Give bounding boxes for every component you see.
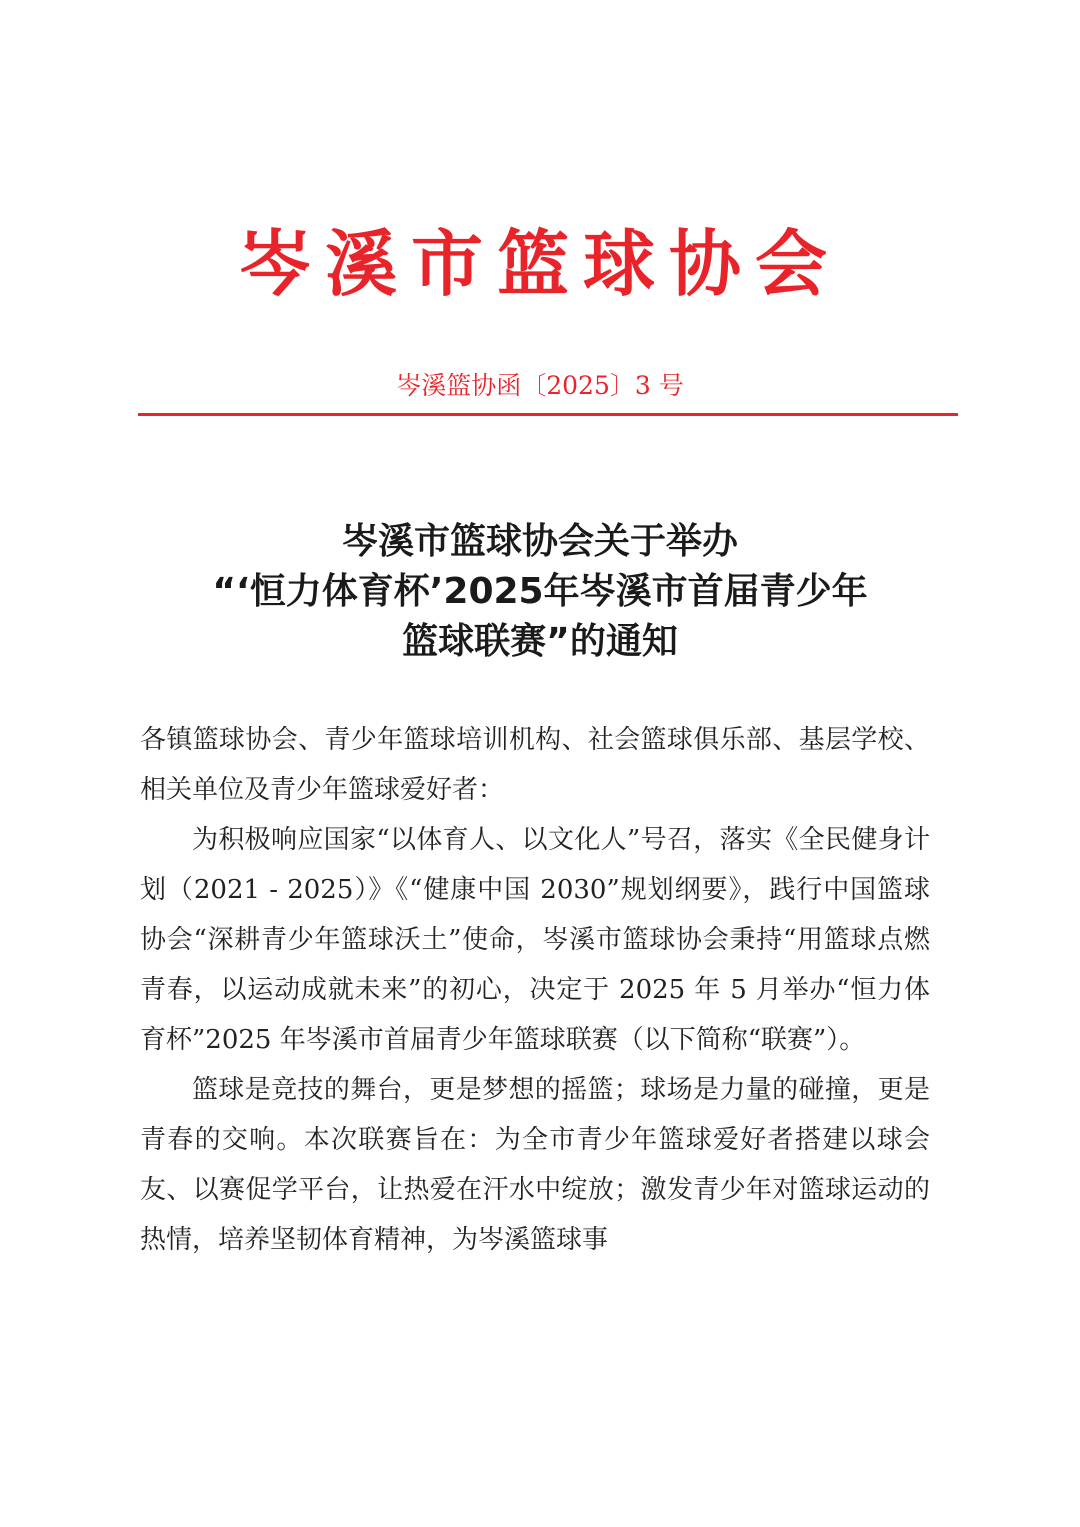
title-line-1: 岑溪市篮球协会关于举办 xyxy=(341,521,738,562)
document-title xyxy=(120,517,960,667)
document-body xyxy=(140,715,930,1265)
addressee-paragraph: 各镇篮球协会、青少年篮球培训机构、社会篮球俱乐部、基层学校、相关单位及青少年篮球爱好者： xyxy=(140,725,930,805)
issuing-organization-header: 岑溪市篮球协会 xyxy=(238,221,841,306)
body-paragraph-1: 为积极响应国家“以体育人、以文化人”号召，落实《全民健身计划（2021 - 2025）》《“健康中国 2030”规划纲要》，践行中国篮球协会“深耕青少年篮球沃土”使命，岑溪市篮球协会秉持“用篮球点燃青春，以运动成就未来”的初心，决定于 2025 年 5 月举办“恒力体育杯”2025 年岑溪市首届青少年篮球联赛（以下简称“联赛”）。 xyxy=(140,825,930,1055)
title-line-2: “‘恒力体育杯’2025年岑溪市首届青少年 xyxy=(212,571,868,612)
document-number: 岑溪篮协函〔2025〕3 号 xyxy=(396,371,684,400)
body-paragraph-2: 篮球是竞技的舞台，更是梦想的摇篮；球场是力量的碰撞，更是青春的交响。本次联赛旨在：为全市青少年篮球爱好者搭建以球会友、以赛促学平台，让热爱在汗水中绽放；激发青少年对篮球运动的热情，培养坚韧体育精神，为岑溪篮球事 xyxy=(140,1075,930,1255)
title-line-3: 篮球联赛”的通知 xyxy=(402,621,678,662)
red-divider-line xyxy=(138,413,958,416)
